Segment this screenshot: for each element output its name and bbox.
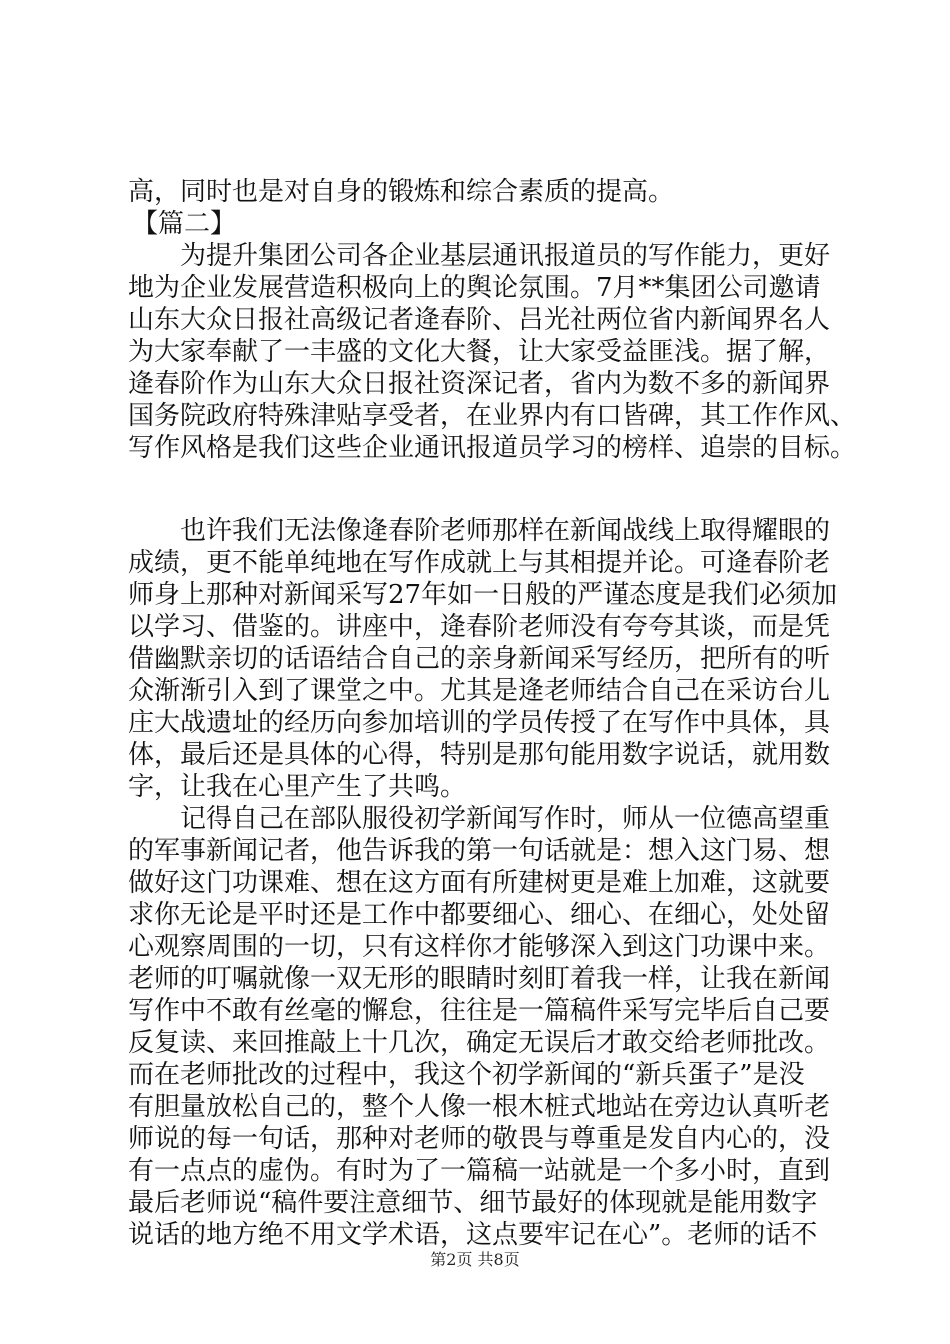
text-line: 而在老师批改的过程中，我这个初学新闻的“新兵蛋子”是没 (128, 1060, 805, 1090)
text-line: 为大家奉献了一丰盛的文化大餐，让大家受益匪浅。据了解， (128, 337, 831, 367)
text-line: 写作中不敢有丝毫的懈怠，往往是一篇稿件采写完毕后自己要 (128, 996, 831, 1026)
text-line: 庄大战遗址的经历向参加培训的学员传授了在写作中具体，具 (128, 708, 831, 738)
text-line: 有胆量放松自己的，整个人像一根木桩式地站在旁边认真听老 (128, 1092, 831, 1122)
text-line: 借幽默亲切的话语结合自己的亲身新闻采写经历，把所有的听 (128, 644, 831, 674)
text-line: 地为企业发展营造积极向上的舆论氛围。7月**集团公司邀请 (128, 273, 821, 303)
text-line: 老师的叮嘱就像一双无形的眼睛时刻盯着我一样，让我在新闻 (128, 964, 831, 994)
text-line: 有一点点的虚伪。有时为了一篇稿一站就是一个多小时，直到 (128, 1156, 831, 1186)
text-line: 写作风格是我们这些企业通讯报道员学习的榜样、追崇的目标。 (128, 433, 857, 463)
section-heading: 【篇二】 (132, 209, 237, 239)
page-number-footer: 第2页 共8页 (430, 1250, 520, 1269)
text-line: 师说的每一句话，那种对老师的敬畏与尊重是发自内心的，没 (128, 1124, 831, 1154)
text-line: 众渐渐引入到了课堂之中。尤其是逄老师结合自己在采访台儿 (128, 676, 831, 706)
text-line: 说话的地方绝不用文学术语，这点要牢记在心”。老师的话不 (128, 1220, 818, 1250)
text-line: 最后老师说“稿件要注意细节、细节最好的体现就是能用数字 (128, 1188, 818, 1218)
text-line: 成绩，更不能单纯地在写作成就上与其相提并论。可逄春阶老 (128, 548, 831, 578)
text-line: 反复读、来回推敲上十几次，确定无误后才敢交给老师批改。 (128, 1028, 831, 1058)
text-line: 也许我们无法像逄春阶老师那样在新闻战线上取得耀眼的 (180, 516, 831, 546)
paragraph-gap (128, 464, 828, 515)
text-line: 体，最后还是具体的心得，特别是那句能用数字说话，就用数 (128, 740, 831, 770)
text-line: 做好这门功课难、想在这方面有所建树更是难上加难，这就要 (128, 868, 831, 898)
text-line: 求你无论是平时还是工作中都要细心、细心、在细心，处处留 (128, 900, 831, 930)
text-line: 记得自己在部队服役初学新闻写作时，师从一位德高望重 (180, 804, 831, 834)
text-line: 以学习、借鉴的。讲座中，逄春阶老师没有夸夸其谈，而是凭 (128, 612, 831, 642)
text-line: 逄春阶作为山东大众日报社资深记者，省内为数不多的新闻界 (128, 369, 831, 399)
text-line: 心观察周围的一切，只有这样你才能够深入到这门功课中来。 (128, 932, 831, 962)
text-line: 高，同时也是对自身的锻炼和综合素质的提高。 (128, 177, 675, 207)
text-line: 的军事新闻记者，他告诉我的第一句话就是：想入这门易、想 (128, 836, 831, 866)
text-line: 字，让我在心里产生了共鸣。 (128, 772, 467, 802)
text-line: 国务院政府特殊津贴享受者，在业界内有口皆碑，其工作作风、 (128, 401, 857, 431)
text-line: 山东大众日报社高级记者逄春阶、吕光社两位省内新闻界名人 (128, 305, 831, 335)
text-line: 师身上那种对新闻采写27年如一日般的严谨态度是我们必须加 (128, 580, 838, 610)
document-body (128, 176, 857, 1251)
text-line: 为提升集团公司各企业基层通讯报道员的写作能力，更好 (180, 241, 831, 271)
